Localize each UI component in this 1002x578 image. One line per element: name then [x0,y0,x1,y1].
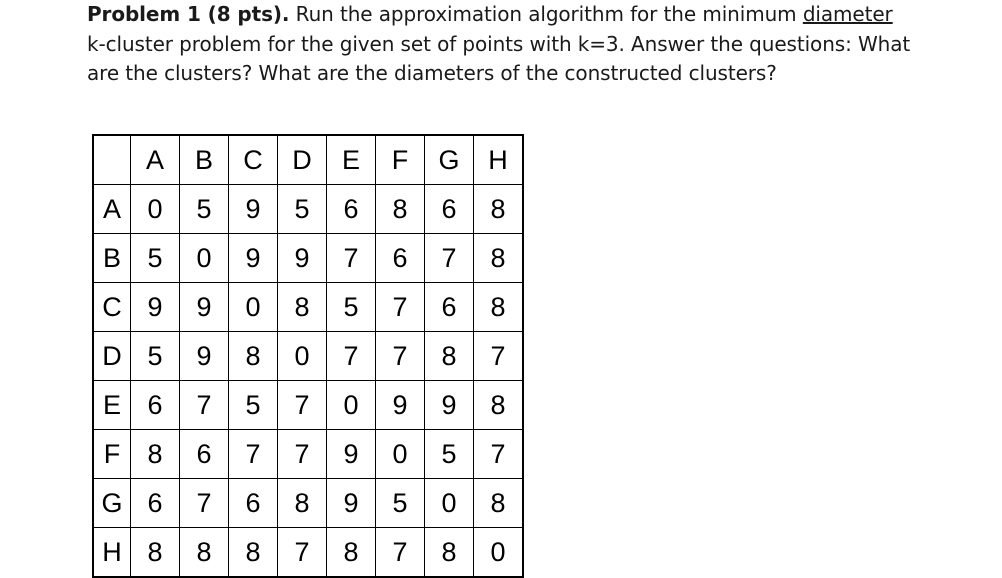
distance-cell: 7 [180,381,229,430]
distance-cell: 8 [474,185,524,234]
matrix-row [93,185,523,234]
problem-text-after: k-cluster problem for the given set of points with k=3. Answer the questions: What are the clusters? What are the diameters of the constructed clusters? [87,31,911,85]
problem-title: Problem 1 (8 pts). [87,2,290,26]
distance-cell: 7 [278,430,327,479]
problem-text-before: Run the approximation algorithm for the minimum [289,2,803,26]
distance-cell: 8 [474,479,524,528]
distance-cell: 8 [229,332,278,381]
distance-cell: 7 [474,332,524,381]
distance-cell: 7 [229,430,278,479]
distance-cell: 8 [425,332,474,381]
distance-cell: 5 [131,234,180,283]
distance-cell: 5 [425,430,474,479]
row-header: D [93,332,131,381]
distance-cell: 7 [376,528,425,578]
distance-cell: 9 [180,283,229,332]
distance-cell: 5 [229,381,278,430]
distance-cell: 6 [180,430,229,479]
distance-cell: 8 [327,528,376,578]
matrix-row [93,332,523,381]
distance-cell: 7 [474,430,524,479]
distance-cell: 0 [474,528,524,578]
distance-cell: 9 [131,283,180,332]
distance-cell: 9 [180,332,229,381]
distance-cell: 6 [376,234,425,283]
distance-cell: 8 [131,528,180,578]
matrix-row [93,430,523,479]
row-header: A [93,185,131,234]
distance-cell: 6 [131,479,180,528]
distance-cell: 6 [425,283,474,332]
matrix-corner-cell [93,135,131,185]
distance-cell: 9 [229,234,278,283]
column-header: F [376,135,425,185]
distance-cell: 8 [474,234,524,283]
distance-cell: 0 [131,185,180,234]
row-header: E [93,381,131,430]
distance-cell: 7 [278,528,327,578]
distance-cell: 0 [327,381,376,430]
distance-cell: 5 [376,479,425,528]
matrix-row [93,234,523,283]
row-header: C [93,283,131,332]
distance-cell: 7 [425,234,474,283]
distance-cell: 9 [327,430,376,479]
matrix-header-row [93,135,523,185]
distance-cell: 5 [180,185,229,234]
distance-cell: 0 [376,430,425,479]
distance-cell: 8 [229,528,278,578]
distance-cell: 9 [327,479,376,528]
row-header: G [93,479,131,528]
distance-cell: 7 [376,283,425,332]
distance-cell: 7 [180,479,229,528]
column-header: E [327,135,376,185]
row-header: F [93,430,131,479]
matrix-row [93,283,523,332]
matrix-row [93,381,523,430]
distance-cell: 0 [425,479,474,528]
distance-cell: 8 [474,283,524,332]
distance-matrix [92,134,524,578]
distance-cell: 9 [425,381,474,430]
distance-cell: 8 [278,479,327,528]
distance-cell: 8 [180,528,229,578]
distance-cell: 6 [327,185,376,234]
problem-statement [87,0,917,89]
distance-cell: 7 [327,332,376,381]
distance-cell: 6 [131,381,180,430]
distance-cell: 5 [327,283,376,332]
distance-cell: 7 [376,332,425,381]
distance-matrix-body [93,135,523,577]
distance-cell: 5 [131,332,180,381]
row-header: H [93,528,131,578]
distance-cell: 9 [229,185,278,234]
column-header: G [425,135,474,185]
column-header: C [229,135,278,185]
column-header: B [180,135,229,185]
problem-underlined-term: diameter [802,2,893,26]
distance-cell: 6 [425,185,474,234]
distance-cell: 8 [474,381,524,430]
distance-cell: 8 [278,283,327,332]
distance-cell: 0 [229,283,278,332]
distance-cell: 7 [327,234,376,283]
distance-cell: 5 [278,185,327,234]
column-header: A [131,135,180,185]
distance-cell: 0 [278,332,327,381]
distance-cell: 9 [278,234,327,283]
column-header: D [278,135,327,185]
distance-cell: 8 [425,528,474,578]
matrix-row [93,528,523,578]
distance-cell: 7 [278,381,327,430]
distance-cell: 0 [180,234,229,283]
matrix-row [93,479,523,528]
distance-cell: 8 [376,185,425,234]
distance-cell: 9 [376,381,425,430]
column-header: H [474,135,524,185]
distance-cell: 8 [131,430,180,479]
distance-cell: 6 [229,479,278,528]
row-header: B [93,234,131,283]
